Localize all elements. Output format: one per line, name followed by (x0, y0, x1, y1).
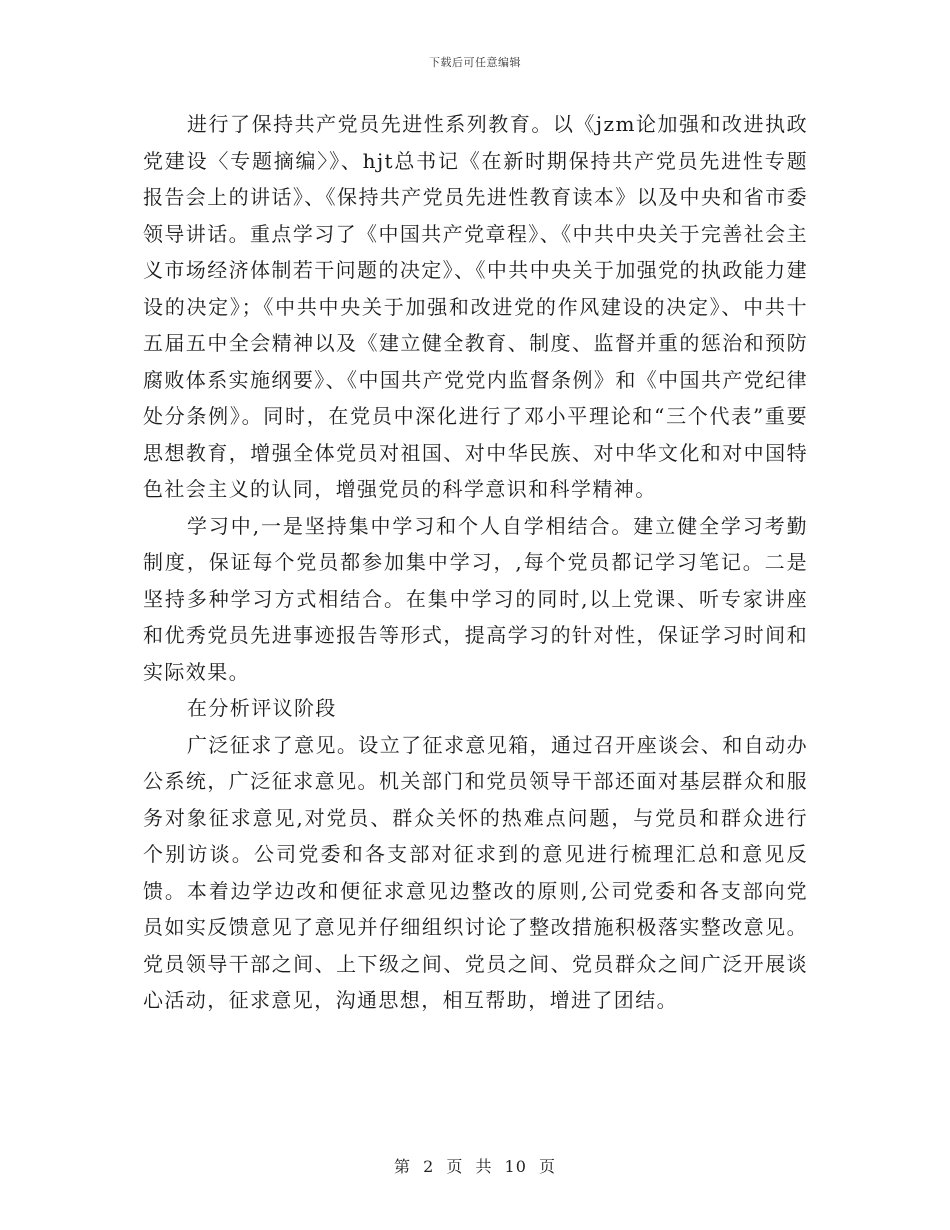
document-body (143, 106, 808, 1019)
section-heading-analysis-stage: 在分析评议阶段 (187, 696, 337, 720)
paragraph-study-methods: 学习中,一是坚持集中学习和个人自学相结合。建立健全学习考勤制度，保证每个党员都参加集中学习，,每个党员都记学习笔记。二是坚持多种学习方式相结合。在集中学习的同时,以上党课、听专家讲座和优秀党员先进事迹报告等形式，提高学习的针对性，保证学习时间和实际效果。 (143, 513, 808, 684)
paragraph-study-content: 进行了保持共产党员先进性系列教育。以《jzm论加强和改进执政党建设〈专题摘编〉》、hjt总书记《在新时期保持共产党员先进性专题报告会上的讲话》、《保持共产党员先进性教育读本》以及中央和省市委领导讲话。重点学习了《中国共产党章程》、《中共中央关于完善社会主义市场经济体制若干问题的决定》、《中共中央关于加强党的执政能力建设的决定》；《中共中央关于加强和改进党的作风建设的决定》、中共十五届五中全会精神以及《建立健全教育、制度、监督并重的惩治和预防腐败体系实施纲要》、《中国共产党党内监督条例》和《中国共产党纪律处分条例》。同时，在党员中深化进行了邓小平理论和“三个代表”重要思想教育，增强全体党员对祖国、对中华民族、对中华文化和对中国特色社会主义的认同，增强党员的科学意识和科学精神。 (143, 112, 808, 501)
page-header: 下载后可任意编辑 (429, 56, 521, 69)
page-footer-page-number: 第 2 页 共 10 页 (394, 1157, 556, 1176)
paragraph-opinion-collection: 广泛征求了意见。设立了征求意见箱，通过召开座谈会、和自动办公系统，广泛征求意见。机关部门和党员领导干部还面对基层群众和服务对象征求意见,对党员、群众关怀的热难点问题，与党员和群众进行个别访谈。公司党委和各支部对征求到的意见进行梳理汇总和意见反馈。本着边学边改和便征求意见边整改的原则,公司党委和各支部向党员如实反馈意见了意见并仔细组织讨论了整改措施积极落实整改意见。党员领导干部之间、上下级之间、党员之间、党员群众之间广泛开展谈心活动，征求意见，沟通思想，相互帮助，增进了团结。 (143, 732, 808, 1012)
